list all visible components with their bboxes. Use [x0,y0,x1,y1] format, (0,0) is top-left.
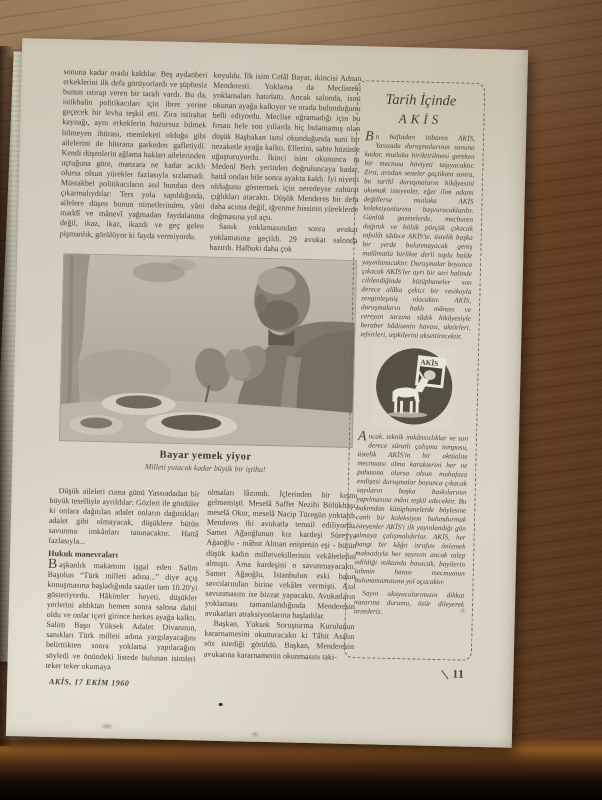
paragraph: Başkan, Yüksek Soruşturma Kurulunun kararnamesini okutturacaktı ki Tâhit Asalın söz istediği görüldü. Başkan, Menderesin avukatına kararnamenin okunmasını taki- [203,619,355,662]
photo-block [58,253,357,492]
goat-reading-akis-icon [372,345,456,429]
column-1-bottom [45,486,199,673]
sidebar-title-line1: Tarih İçinde [385,91,457,110]
page-number: 11 [452,668,465,681]
logo-masthead-text: AKİS [420,357,439,369]
sidebar-title-line2: AKİS [398,111,443,128]
paper-stain [102,724,112,728]
table-edge [0,740,602,800]
section-heading: Hukuk manevraları [48,548,119,560]
column-2-top [209,71,361,258]
photo-caption-subtitle: Milleti yutacak kadar büyük bir iştiha! [144,462,266,474]
column-1-top [59,67,207,254]
column-2-bottom [203,488,357,677]
magazine-page [6,38,528,748]
paragraph: Başkanlık makamını işgal eden Salim Başolun “Türk milleti adına...” diye açış konuşmasına başladığında saatler tam 10.20'yi gösteriyordu. Hâkimler heyeti, düşükler yerlerini aldıktan hemen sonra salona dahil oldu ve onlar içeri girince herkes ayağa kalktı. Salim Başo Yüksek Adalet Divanının, sanıkları Türk milleti adına yargılayacağını belirttikten sonra yoklama yapılacağını söyledi ve önündeki listede bulunan isimleri teker teker okumaya [45,556,198,671]
ink-blot [219,703,223,706]
sidebar-paragraph: Sayın okuyucularımızın dikkat nazarına durumu, özür dileyerek arzederiz. [353,589,465,616]
page-number-block [439,668,464,681]
paragraph: koyuldu. İlk isim Celâl Bayar, ikincisi Adnan Menderesti. Yoklama da Meclisteki yoklamaları hatırlattı. Ancak salonda, ismi okunan ayağa kalkıyor ve orada bulunduğunu belli ediyordu. Meclise uğramadığı için bu fırsatı hele son yıllarda hiç bulamamış olan düşük Başbakan ismi okunduğunda suni bir nezaketle ayağa kalktı. Ellerini, sahte hüzünle uğuşturuyordu. İkinci isim okununca ta Medenî Berk yerinden doğruluncaya kadar, hattâ ondan bile sonra ayakta kaldı. İyi niyetli olduğunu göstermek için neredeyse zahürat çığlıkları atacaktı. Düşük Menderes bir defa daha acıma değil, iğrenme hissinin yüreklerde doğmasına yol açtı. [210,70,362,223]
print-slash-mark [441,670,448,679]
paragraph: Sanık yoklamasından sonra avukat yoklamasına geçildi. 29 avukat salonda hazırdı. Halbuki daha çok [209,222,358,254]
paper-stain [252,733,258,736]
sidebar-tarih-icinde-akis [344,80,486,661]
paragraph: sonuna kadar orada kaldılar. Beş aydanberi erkeklerini ilk defa görüyorlardı ve şüphesiz bunun ıstırap veren bir tarafı vardı. Bu da, istikbalin politikacıları için ibret yerine geçecek bir levha teşkil etti. Zira istirahat kaynağı, aynı erkeklerin huzursuz bilmek bilmeyen ihtirası, memleketi olduğu gibi ailelerini de hüsrana garkeden gafletiydi. Kendi düşenlerin ağlama hakları ailelerinden uçtuğuna göre, manzara ne kadar acıklı olursa olsun yürekler fazlasıyla sızlamadı. Müstakbel politikacıların asıl bundan ders çıkarmalıydılar: Ters yola sapıldığında, ailelere düşen bunun nimetlerinden, yâni maddî ve mânevî yağmadan faydalanma değil, ikaz, ikaz, ikazdı ve geç gelen pişmanlık, görülüyor ki fayda vermiyordu. [59,67,208,241]
sidebar-paragraph: Ancak, teknik imkânsızlıklar ve son derece süratli çalışma temposu, üstelik AKİS'in bir aktüalite mecmuası olma karakterini her ne pahasına olursa olsun muhafaza endişesi duruşmalar boyunca çıkacak sayıların başka baskılarının yapılmasına mâni teşkil edecektir. Bu bakımdan kütüphanelerde böylesine canlı bir koleksiyon bulundurmak isteyenler AKİS'i ilk yayınlandığı gün almaya çalışmalıdırlar. AKİS, her hangi bir kâğıt israfını önlemek maksadıyla her sayısını ancak talep edildiği miktarda basacak, bayilerin tahmin hatası mecmuanın bulunamamasına yol açacaktır. [354,429,469,587]
paragraph: Düşük aileleri cuma günü Yassıadadan bir büyük teselliyle ayrıldılar: Gözleri ile gördüler ki onlara dağıtılan adalet onların dağıttıkları adalet gibi olmayacak, düşüklere bütün savunma imkânları tanınacaktır. Hattâ fazlasıyla... [48,486,200,547]
sidebar-paragraph: Bu haftadan itibaren AKİS, Yassıada duruşmalarının sonuna kadar, mutlaka biriktirilmesi gereken bir mecmua hüviyeti taşıyacaktır. Zira, aradan seneler geçtikten sonra, bu tarihî duruşmaların hikâyesini okumak isteyenler, eğer ilim adamı değillerse mutlaka AKİS koleksiyonlarına başvuracaklardır. Günlük gazetelerde, mecburen dağınık ve bölük pörçük çıkacak tafsilât sâdece AKİS'te, üstelik başka bir yerde bulunmayacak geniş malûmatla birlikte derli toplu halde yayınlanacaktır. Duruşmalar boyunca çıkacak AKİS'ler ayrı bir seri halinde ciltlendiğinde kütüphaneler son derece alâka çekici bir vesikayla zenginleşmiş olacaktır. AKİS, duruşmaların haklı mânası ve cereyan tarzına sâdık hikâyesiyle beraber hâdisenin havası, aktörleri, tefsirleri, tepkilerini aksettirecektir. [360,129,476,341]
akis-goat-logo [358,344,470,429]
paragraph: olmaları lâzımdı. İçlerinden bir kısmı gelmemişti. Meselâ Saffet Nezihi Bölükbaşı, meselâ Okur, meselâ Nacip Türegün yoktardı. Menderes iki avukatla temsil ediliyordu. Samet Ağaoğlunun kız kardeşi Süreyya Ağaoğlu - mâhut Alman eniştenin eşi - bütün düşük kadın milletvekillerinin vekâletlerini almıştı. Ama kardeşini o savunmayacaktı. Samet Ağaoğlu, İstanbulun eski basın savcılarından birine vekâlet vermişti. Asıl savunmasını ise bizzat yapacaktı. Avukatların yoklaması tamamlandığında Menderesin avukatları atraksiyonlarına başladılar. [204,487,358,621]
issue-footer: AKİS, 17 EKİM 1960 [49,676,130,688]
paper-stain [461,609,465,613]
bayar-eating-photo [59,253,357,448]
photo-caption-title: Bayar yemek yiyor [159,449,252,463]
